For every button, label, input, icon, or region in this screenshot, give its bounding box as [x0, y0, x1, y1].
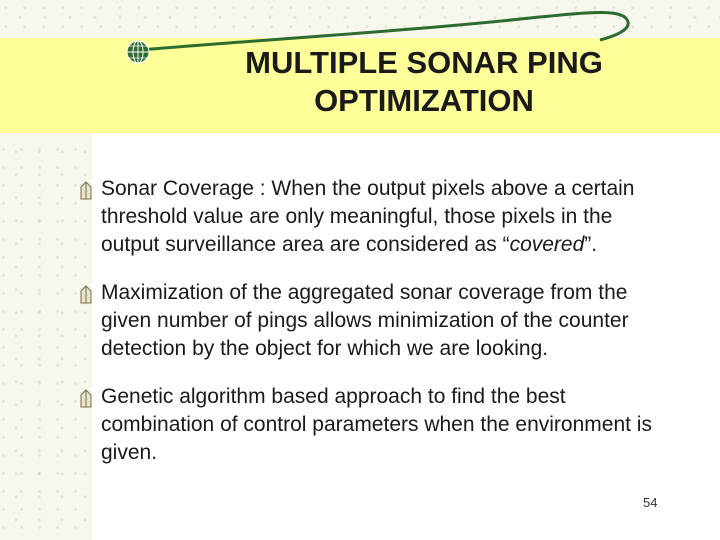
bullet-list — [76, 175, 676, 487]
globe-icon — [127, 41, 149, 63]
pen-nib-icon — [76, 285, 96, 305]
bullet-text: Sonar Coverage : When the output pixels above a certain threshold value are only meaningful, those pixels in the output surveillance area are considered as “covered”. — [101, 177, 635, 256]
title-line-2: OPTIMIZATION — [314, 83, 534, 118]
bullet-text: Genetic algorithm based approach to find the best combination of control parameters when the environment is given. — [101, 385, 652, 464]
bullet-item — [76, 279, 676, 363]
bullet-text: Maximization of the aggregated sonar coverage from the given number of pings allows minimization of the counter detection by the object for which we are looking. — [101, 281, 629, 360]
pen-nib-icon — [76, 389, 96, 409]
pen-nib-icon — [76, 181, 96, 201]
title-line-1: MULTIPLE SONAR PING — [245, 45, 603, 80]
slide-title — [150, 44, 698, 120]
page-number: 54 — [643, 495, 658, 510]
bullet-item — [76, 175, 676, 259]
bullet-item — [76, 383, 676, 467]
emphasis-text: covered — [509, 233, 585, 256]
